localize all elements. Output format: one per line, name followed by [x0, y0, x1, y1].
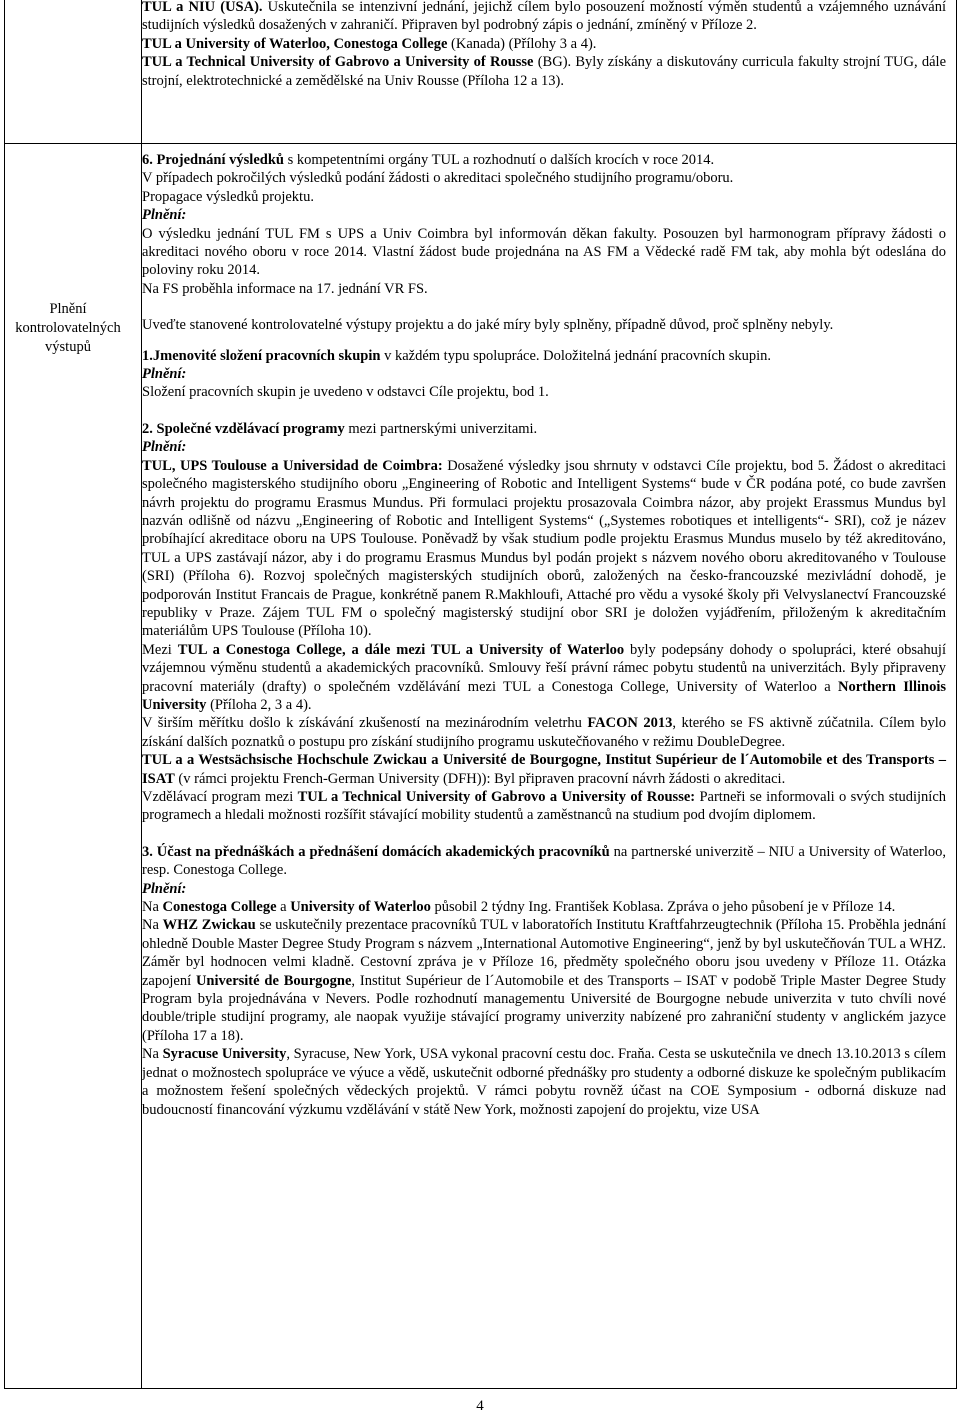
top-section	[142, 0, 946, 90]
row-divider	[5, 143, 956, 144]
section6-line3: Propagace výsledků projektu.	[142, 188, 314, 205]
section6-line2: V případech pokročilých výsledků podání žádosti o akreditaci společného studijního programu/oboru.	[142, 170, 734, 187]
waterloo-paragraph: TUL a University of Waterloo, Conestoga College (Kanada) (Přílohy 3 a 4).	[142, 35, 597, 52]
spacer	[142, 825, 946, 843]
section6-body: O výsledku jednání TUL FM s UPS a Univ Coimbra byl informován děkan fakulty. Posouzen byl harmonogram přípravy žádosti o akreditaci nového oboru v roce 2014. Vlastní žádost bude projednána na AS FM a Vědecké radě FM tak, aby mohla být odeslána do poloviny roku 2014.	[142, 225, 946, 279]
item2-p4: TUL a a Westsächsische Hochschule Zwickau a Université de Bourgogne, Institut Supérieur de l´Automobile et des Transports – ISAT (v rámci projektu French-German University (DFH)): Byl připraven pracovní návrh žádosti o akreditaci.	[142, 752, 946, 787]
row-label: Plnění kontrolovatelných výstupů	[15, 301, 121, 355]
section6-body2: Na FS proběhla informace na 17. jednání VR FS.	[142, 280, 428, 297]
main-content	[142, 151, 946, 1119]
item2-heading: 2. Společné vzdělávací programy mezi partnerskými univerzitami.	[142, 420, 538, 437]
item1-heading: 1.Jmenovité složení pracovních skupin v každém typu spolupráce. Doložitelná jednání pracovních skupin.	[142, 347, 772, 364]
section6-heading: 6. Projednání výsledků s kompetentními orgány TUL a rozhodnutí o dalších krocích v roce 2014.	[142, 152, 715, 168]
spacer	[142, 298, 946, 316]
item3-p3: Na Syracuse University, Syracuse, New York, USA vykonal pracovní cestu doc. Fraňa. Cesta se uskutečnila ve dnech 13.10.2013 s cílem jednat o možnostech spolupráce ve výuce a vědě, uskutečnit odborné přednášky pro studenty a odborné diskuze ke společným publikacím a možnostem řešení společných vědeckých projektů. V rámci pobytu rovněž účast na COE Symposium - odborná diskuze nad budoucností financování výzkumu vzdělávání v státě New York, možnosti zapojení do projektu, vize USA	[142, 1046, 946, 1118]
item3-p2: Na WHZ Zwickau se uskutečnily prezentace pracovníků TUL v laboratořích Institutu Kraftfahrzeugtechnik (Příloha 15. Proběhla jednání ohledně Double Master Degree Study Program s názvem „International Automotive Engineering“, jenž by byl uskutečňován TUL a WHZ. Záměr byl hodnocen velmi kladně. Cestovní zpráva je v Příloze 16, předměty společného oboru jsou uvedeny v Příloze 11. Otázka zapojení Université de Bourgogne, Institut Supérieur de l´Automobile et des Transports – ISAT v podobě Triple Master Degree Study Program byla projednávána v Nevers. Podle rozhodnutí managementu Université de Bourgogne nebude univerzita v tuto chvíli nové double/triple studijní programy, ale naopak využije stávající programy univerzity nabízené pro zahraniční studenty v anglickém jazyce (Příloha 17 a 18).	[142, 917, 947, 1044]
niu-paragraph: TUL a NIU (USA). Uskutečnila se intenzivní jednání, jejichž cílem bylo posouzení možností výměn studentů a vzájemného uznávání studijních výsledků dosažených v zahraničí. Připraven byl podrobný zápis o jednání, zmíněný v Příloze 2.	[142, 0, 946, 34]
page-number: 4	[476, 1398, 484, 1414]
spacer	[142, 402, 946, 420]
gabrovo-paragraph: TUL a Technical University of Gabrovo a University of Rousse (BG). Byly získány a diskutovány curricula fakulty strojní TUG, dále strojní, elektrotechnické a zemědělské na Univ Rousse (Příloha 12 a 13).	[142, 54, 947, 89]
item2-plneni: Plnění:	[142, 439, 187, 456]
item3-p1: Na Conestoga College a University of Waterloo působil 2 týdny Ing. František Koblasa. Zpráva o jeho působení je v Příloze 14.	[142, 899, 896, 916]
item3-heading: 3. Účast na přednáškách a přednášení domácích akademických pracovníků na partnerské univerzitě – NIU a University of Waterloo, resp. Conestoga College.	[142, 843, 946, 879]
spacer	[142, 335, 946, 347]
item2-p3: V širším měřítku došlo k získávání zkušeností na mezinárodním veletrhu FACON 2013, kterého se FS aktivně zúčatnila. Cílem bylo získání dalších poznatků o postupu pro získání studijního programu uskutečňovaného v režimu DoubleDegree.	[142, 715, 946, 750]
item1-body: Složení pracovních skupin je uvedeno v odstavci Cíle projektu, bod 1.	[142, 384, 549, 401]
item3-plneni: Plnění:	[142, 880, 187, 897]
item1-plneni: Plnění:	[142, 366, 187, 383]
item2-p2: Mezi TUL a Conestoga College, a dále mezi TUL a University of Waterloo byly podepsány dohody o spolupráci, které obsahují vzájemnou výměnu studentů a akademických pracovníků. Smlouvy řeší právní rámec pobytu studentů na univerzitách. Byly připraveny pracovní materiály (drafty) o společném vzdělávání mezi TUL a Conestoga College, University of Waterloo a Northern Illinois University (Příloha 2, 3 a 4).	[142, 641, 946, 713]
section6-plneni: Plnění:	[142, 207, 187, 224]
intro-text: Uveďte stanovené kontrolovatelné výstupy projektu a do jaké míry byly splněny, případně důvod, proč splněny nebyly.	[142, 317, 834, 334]
item2-p5: Vzdělávací program mezi TUL a Technical University of Gabrovo a University of Rousse: Partneři se informovali o svých studijních programech a hledali možnosti rozšířit stávající mobility studentů a zaměstnanců na studium pod dvojím diplomem.	[142, 789, 946, 824]
item2-p1: TUL, UPS Toulouse a Universidad de Coimbra: Dosažené výsledky jsou shrnuty v odstavci Cíle projektu, bod 5. Žádost o akreditaci společného magisterského studijního oboru „Engineering of Robotic and Intelligent Systems“ bude v ČR podána poté, co bude završen návrh projektu do programu Erasmus Mundus. Při formulaci projektu prosazovala Coimbra názor, aby projekt Erassmus Mundus byl nazván odlišně od názvu „Engineering of Robotic and Intelligent Systems“ („Systemes robotiques et intelligents“- SRI), což je název probíhající akreditace oboru na UPS Toulouse. Poněvadž by však studium podle projektu Erasmus Mundus muselo by též akreditováno, TUL a UPS zastávají názor, aby i do programu Erasmus Mundus byl podán projekt s názvem nového oboru akreditovaného v Toulouse (SRI) (Příloha 6). Rozvoj společných magisterských studijních oborů, založených na česko-francouzské mezivládní dohodě, je podporován Institut Francais de Prague, konkrétně panem R.Makhloufi, Attaché pro vědu a vysoké školy při Velvyslanectví Francouzské republiky v Praze. Zájem TUL FM o společný magisterský studijní obor SRI je doložen vyjádřením, přiloženým k akreditačním materiálům UPS Toulouse (Příloha 10).	[142, 457, 946, 640]
